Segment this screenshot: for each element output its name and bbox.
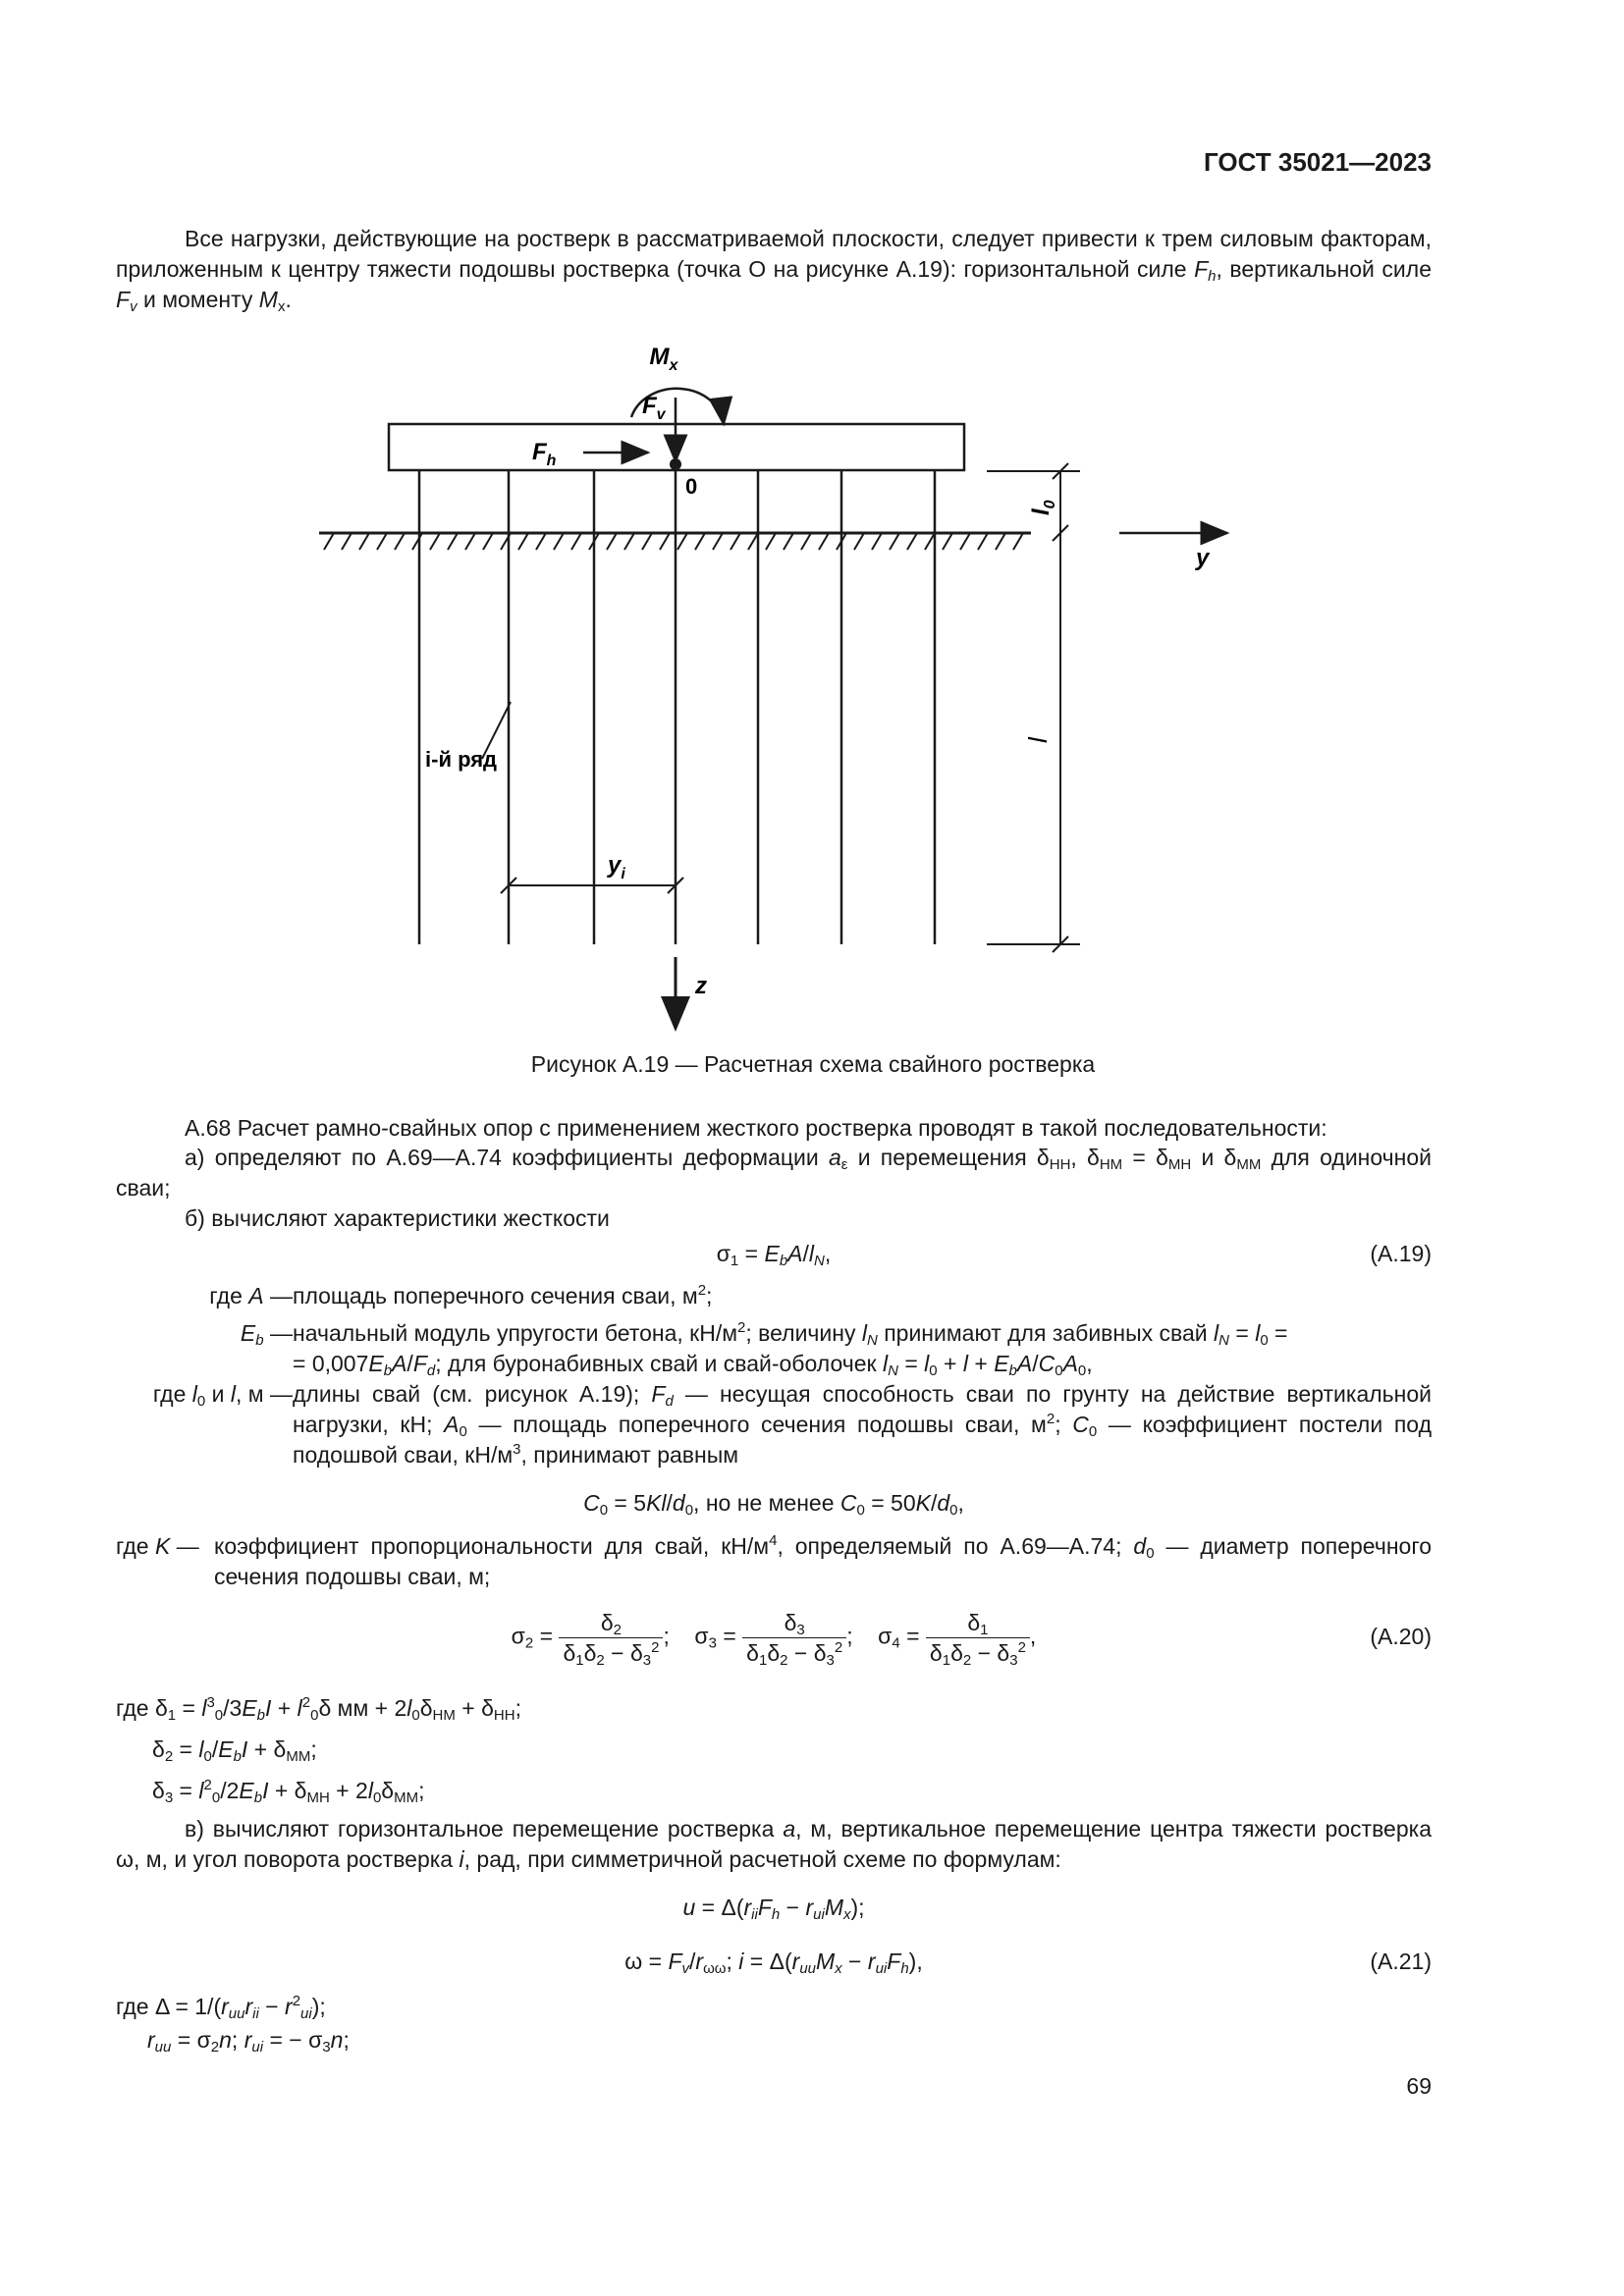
label-yi: $y_i$ <box>608 852 625 882</box>
figure-caption: Рисунок А.19 — Расчетная схема свайного ростверка <box>530 1051 1096 1077</box>
equation-number-a21: (А.21) <box>1370 1949 1432 1974</box>
label-l: l <box>1023 737 1053 743</box>
where-k-label: где K — <box>116 1533 199 1559</box>
where-delta2: $\delta_2 = l_0/E_bI + \delta_{MM}$; <box>152 1736 317 1765</box>
where-l-text: длины свай (см. рисунок А.19); $F_d$ — несущая способность сваи по грунту на действие вертикальной нагрузки, кН; $A_0$ — площадь поперечного сечения подошвы сваи, $м^2$; $C_0$ — коэффициент постели под подошвой сваи, $кН/м^3$, принимают равным <box>293 1381 1432 1468</box>
where-l-label: где $l_0$ и l, м — <box>152 1381 293 1410</box>
formula-c0: $C_0 = 5Kl/d_0$, но не менее $C_0 = 50K/d_0$, <box>583 1490 964 1519</box>
label-y: y <box>1196 545 1210 571</box>
where-eb-text: начальный модуль упругости бетона, $кН/м^2$; величину $l_N$ принимают для забивных свай $l_N = l_0$ = = $0,007E_bA/F_d$; для буронабивных свай и свай-оболочек $l_N = l_0 + l + E_bA/C_0A_0$, <box>293 1319 1288 1379</box>
label-z: z <box>695 973 707 999</box>
a68-heading-line: А.68 Расчет рамно-свайных опор с применением жесткого ростверка проводят в такой последовательности: <box>185 1115 1327 1141</box>
yi-dimension <box>501 878 683 893</box>
label-row: i-й ряд <box>425 747 498 772</box>
label-mx: $M_x$ <box>649 344 678 374</box>
where-delta1: где $\delta_1 = l^3_0/3E_bI + l^2_0\delta$ мм + $2l_0\delta_{HM} + \delta_{HH}$; <box>116 1694 521 1724</box>
l0-dimension <box>987 463 1080 541</box>
pile-grillage-diagram <box>295 324 1257 1041</box>
point-o <box>670 458 681 470</box>
label-origin: 0 <box>685 474 698 499</box>
a68-item-a: а) определяют по А.69—А.74 коэффициенты деформации $a_\varepsilon$ и перемещения $\delta_{HH}$, $\delta_{HM} = \delta_{MH}$ и $\delta_{MM}$ для одиночной сваи; <box>116 1145 1432 1201</box>
label-l0: $l_0$ <box>1028 500 1058 515</box>
intro-paragraph: Все нагрузки, действующие на ростверк в рассматриваемой плоскости, следует привести к трем силовым факторам, приложенным к центру тяжести подошвы ростверка (точка О на рисунке А.19): горизонтальной силе $F_h$, вертикальной силе $F_v$ и моменту $M_x$. <box>116 226 1432 315</box>
where-a-text: площадь поперечного сечения сваи, $м^2$; <box>293 1282 713 1308</box>
piles <box>419 470 935 944</box>
formula-sigma234: $\sigma_2$ = $\frac{\delta_2}{\delta_1\delta_2 - \delta_3^2}$ ; $\sigma_3$ = $\frac{\delta_3}{\delta_1\delta_2 - \delta_3^2}$ ; $\sigma_4$ = $\frac{\delta_1}{\delta_1\delta_2 - \delta_3^2}$ , <box>511 1610 1037 1669</box>
where-k-text: коэффициент пропорциональности для свай, $кН/м^4$, определяемый по А.69—А.74; $d_0$ — диаметр поперечного сечения подошвы сваи, м; <box>214 1532 1432 1589</box>
formula-sigma1: $\sigma_1 = E_bA/l_N$, <box>716 1241 832 1269</box>
where-eb-label: $E_b$ — <box>240 1320 293 1349</box>
label-fh: $F_h$ <box>532 439 557 469</box>
a68-item-b: б) вычисляют характеристики жесткости <box>185 1205 610 1231</box>
page-number: 69 <box>1406 2073 1432 2099</box>
where-delta3: $\delta_3 = l^2_0/2E_bI + \delta_{MH} + 2l_0\delta_{MM}$; <box>152 1777 425 1806</box>
equation-number-a20: (А.20) <box>1370 1624 1432 1649</box>
a68-item-v: в) вычисляют горизонтальное перемещение ростверка a, м, вертикальное перемещение центра тяжести ростверка ω, м, и угол поворота ростверка i, рад, при симметричной расчетной схеме по формулам: <box>116 1816 1432 1872</box>
label-fv: $F_v$ <box>642 393 666 423</box>
where-a-label: где A — <box>209 1283 293 1308</box>
equation-number-a19: (А.19) <box>1370 1241 1432 1266</box>
document-standard-header: ГОСТ 35021—2023 <box>1204 147 1432 177</box>
formula-omega-i: $\omega = F_v/r_{\omega\omega}$; $i = \Delta(r_{uu}M_x - r_{ui}F_h)$, <box>624 1949 923 1977</box>
where-ruu: $r_{uu} = \sigma_2n$; $r_{ui}$ = − $\sigma_3n$; <box>147 2027 350 2056</box>
formula-u: $u = \Delta(r_{ii}F_h - r_{ui}M_x)$; <box>682 1895 865 1923</box>
ground-hatching <box>324 533 1023 550</box>
where-delta: где $\Delta = 1/(r_{uu}r_{ii} - r^2_{ui})$; <box>116 1993 326 2022</box>
